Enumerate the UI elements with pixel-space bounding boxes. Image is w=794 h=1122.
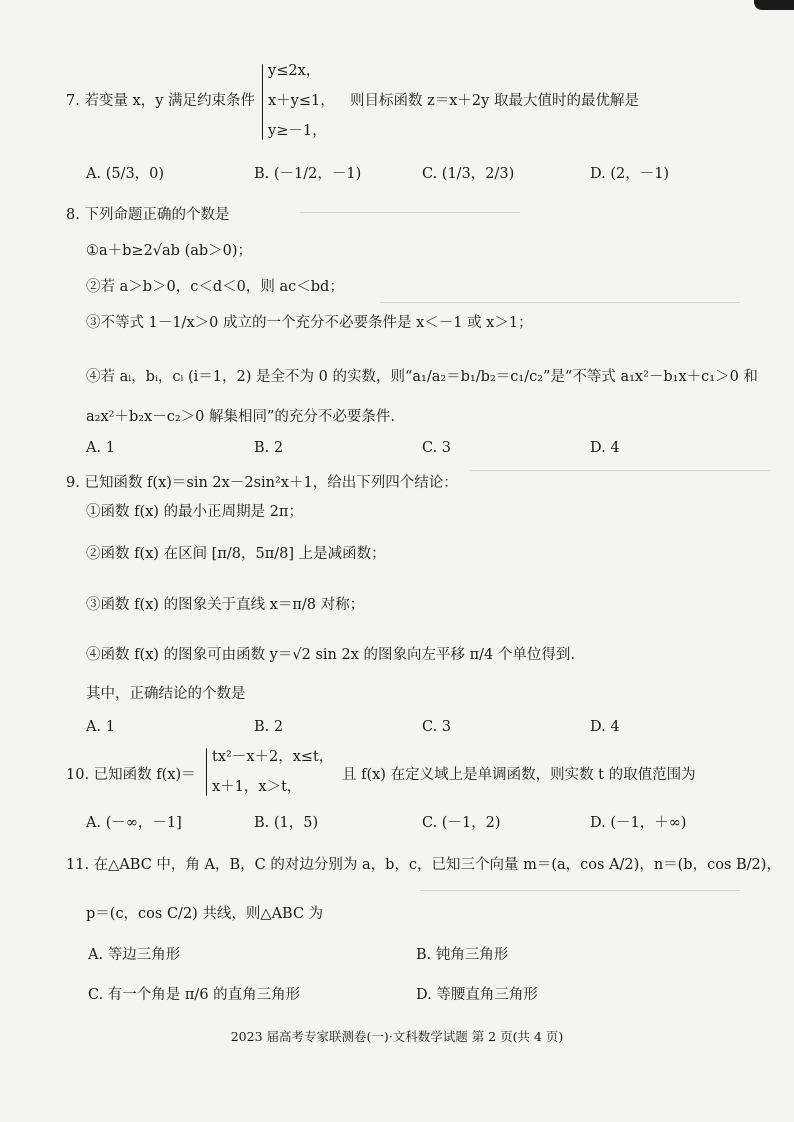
q10-stem-suffix: 且 f(x) 在定义域上是单调函数，则实数 t 的取值范围为 <box>342 767 696 783</box>
constraint-1: y≤2x， <box>268 63 321 79</box>
q11-option-b: B. 钝角三角形 <box>416 947 509 963</box>
q9-item-3: ③函数 f(x) 的图象关于直线 x＝π/8 对称； <box>86 597 365 613</box>
q8-option-d: D. 4 <box>590 440 620 456</box>
q9-item-1: ①函数 f(x) 的最小正周期是 2π； <box>86 504 303 520</box>
constraint-brace <box>262 64 263 140</box>
q11-line-2: p＝(c，cos C/2) 共线，则△ABC 为 <box>86 906 324 922</box>
bleed-through-line <box>470 470 770 471</box>
q9-item-4: ④函数 f(x) 的图象可由函数 y＝√2 sin 2x 的图象向左平移 π/4 个单位得到. <box>86 647 575 663</box>
q7-option-b: B. (－1/2，－1) <box>254 166 362 182</box>
scan-edge-mark <box>754 0 794 10</box>
q8-option-b: B. 2 <box>254 440 284 456</box>
q8-option-c: C. 3 <box>422 440 452 456</box>
q7-option-d: D. (2，－1) <box>590 166 670 182</box>
q10-option-d: D. (－1，＋∞) <box>590 815 687 831</box>
q11-option-c: C. 有一个角是 π/6 的直角三角形 <box>88 987 301 1003</box>
q8-stem: 8. 下列命题正确的个数是 <box>66 207 230 223</box>
page-footer: 2023 届高考专家联测卷(一)·文科数学试题 第 2 页(共 4 页) <box>230 1029 564 1044</box>
constraint-3: y≥－1， <box>268 123 327 139</box>
q7-stem-prefix: 7. 若变量 x，y 满足约束条件 <box>66 93 256 109</box>
q10-option-c: C. (－1，2) <box>422 815 501 831</box>
q9-option-d: D. 4 <box>590 719 620 735</box>
q10-piece-2: x＋1，x＞t， <box>212 779 302 795</box>
q10-stem-prefix: 10. 已知函数 f(x)＝ <box>66 767 196 783</box>
q9-option-b: B. 2 <box>254 719 284 735</box>
q10-option-a: A. (－∞，－1] <box>86 815 182 831</box>
q8-item-1: ①a＋b≥2√ab (ab＞0)； <box>86 243 253 259</box>
q10-option-b: B. (1，5) <box>254 815 319 831</box>
q9-stem: 9. 已知函数 f(x)＝sin 2x－2sin²x＋1，给出下列四个结论： <box>66 475 458 491</box>
q7-option-a: A. (5/3，0) <box>86 166 165 182</box>
q8-item-2: ②若 a＞b＞0，c＜d＜0，则 ac＜bd； <box>86 279 344 295</box>
bleed-through-line <box>420 890 740 891</box>
q10-piece-1: tx²－x＋2，x≤t， <box>212 749 334 765</box>
q7-option-c: C. (1/3，2/3) <box>422 166 515 182</box>
q8-item-4: ④若 aᵢ，bᵢ，cᵢ (i＝1，2) 是全不为 0 的实数，则“a₁/a₂＝b₁/b₂＝c₁/c₂”是“不等式 a₁x²－b₁x＋c₁＞0 和 <box>86 369 758 385</box>
constraint-2: x＋y≤1， <box>268 93 335 109</box>
piecewise-brace <box>206 748 207 796</box>
q8-item-4-cont: a₂x²＋b₂x－c₂＞0 解集相同”的充分不必要条件. <box>86 409 396 425</box>
bleed-through-line <box>300 212 520 213</box>
q8-option-a: A. 1 <box>86 440 115 456</box>
q9-option-a: A. 1 <box>86 719 115 735</box>
q11-line-1: 11. 在△ABC 中，角 A，B，C 的对边分别为 a，b，c，已知三个向量 m＝(a，cos A/2)，n＝(b，cos B/2)， <box>66 857 781 873</box>
q9-conclusion: 其中，正确结论的个数是 <box>86 686 246 702</box>
q11-option-d: D. 等腰直角三角形 <box>416 987 538 1003</box>
q9-option-c: C. 3 <box>422 719 452 735</box>
q7-stem-suffix: 则目标函数 z＝x＋2y 取最大值时的最优解是 <box>350 93 639 109</box>
q11-option-a: A. 等边三角形 <box>88 947 181 963</box>
bleed-through-line <box>380 302 740 303</box>
q9-item-2: ②函数 f(x) 在区间 [π/8，5π/8] 上是减函数； <box>86 546 386 562</box>
q8-item-3: ③不等式 1－1/x＞0 成立的一个充分不必要条件是 x＜－1 或 x＞1； <box>86 315 533 331</box>
